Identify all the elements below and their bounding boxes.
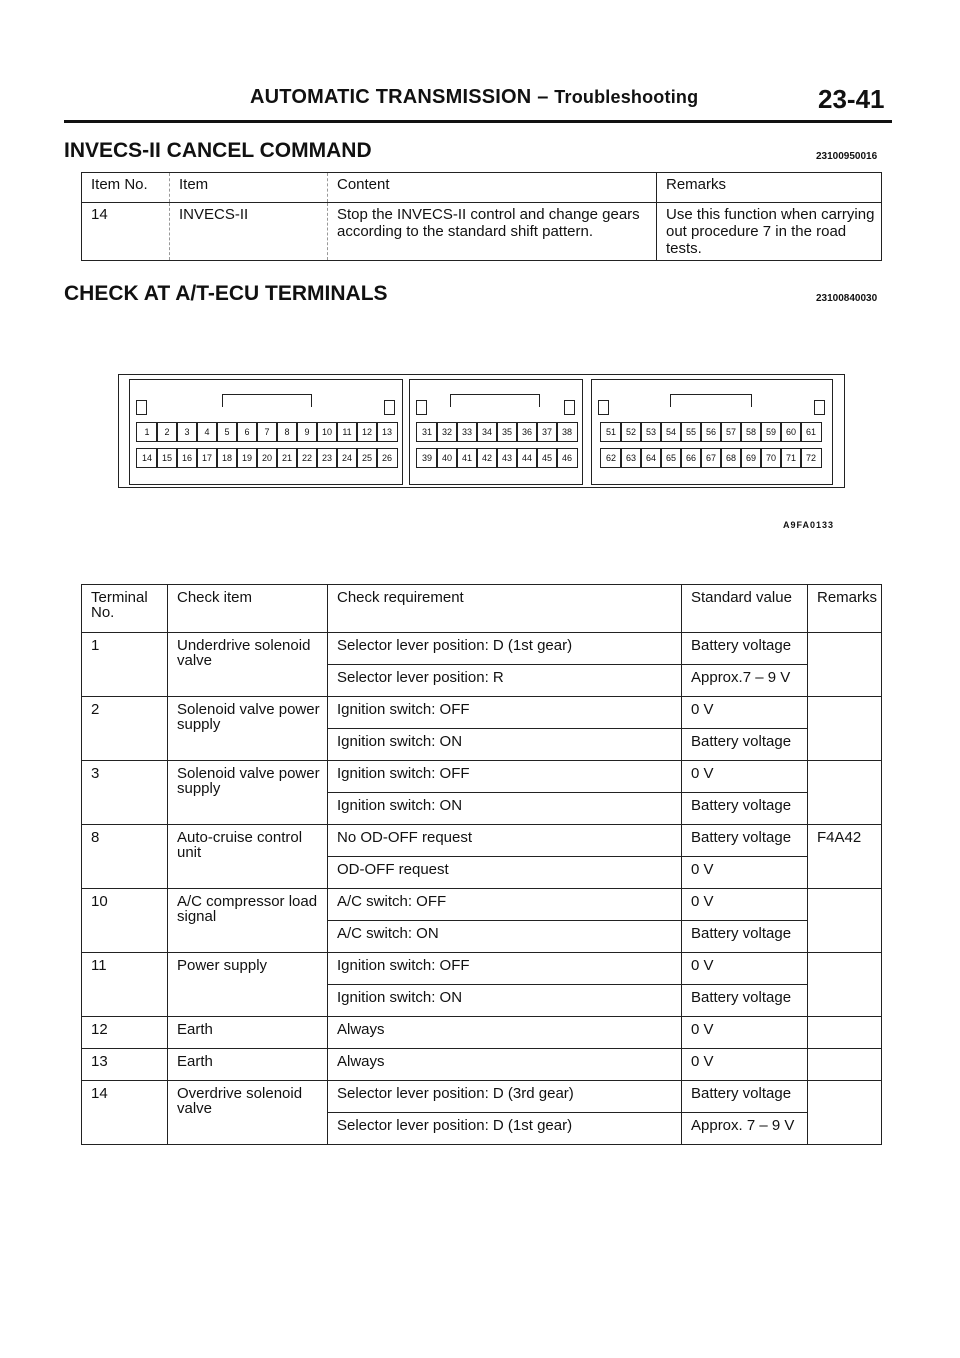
terminal-pin: 31 [416,422,438,442]
connector-latch [814,400,825,415]
terminal-pin: 46 [556,448,578,468]
running-header [250,86,698,109]
check-requirement: Always [328,1049,682,1081]
terminal-pin: 65 [660,448,682,468]
terminal-pin: 43 [496,448,518,468]
terminal-pin: 57 [720,422,742,442]
check-requirement: Ignition switch: ON [328,793,682,825]
terminal-pin: 70 [760,448,782,468]
standard-value: Approx. 7 – 9 V [682,1113,808,1145]
terminal-pin: 68 [720,448,742,468]
terminal-pin: 38 [556,422,578,442]
standard-value: Battery voltage [682,793,808,825]
terminal-pin: 35 [496,422,518,442]
terminal-pin: 32 [436,422,458,442]
section1-title: INVECS-II CANCEL COMMAND [64,139,372,162]
terminal-pin: 44 [516,448,538,468]
row-content: Stop the INVECS-II control and change gears according to the standard shift pattern. [328,203,657,261]
col-content: Content [328,173,657,203]
row-item: INVECS-II [170,203,328,261]
col-remarks: Remarks [657,173,882,203]
check-requirement: Selector lever position: R [328,665,682,697]
col-check-item: Check item [168,585,328,633]
ecu-connector-diagram [118,374,845,488]
terminal-pin: 61 [800,422,822,442]
connector-block-3 [591,379,833,485]
check-requirement: Selector lever position: D (3rd gear) [328,1081,682,1113]
col-remarks: Remarks [808,585,882,633]
cancel-command-table [81,172,882,261]
page-number: 23-41 [818,84,885,114]
terminal-pin: 34 [476,422,498,442]
connector-block-1 [129,379,403,485]
remarks: F4A42 [808,825,882,889]
terminal-pin: 37 [536,422,558,442]
check-item: Auto-cruise control unit [168,825,328,889]
terminal-pin: 17 [196,448,218,468]
row-item-no: 14 [82,203,170,261]
terminal-pin: 36 [516,422,538,442]
check-requirement: Ignition switch: ON [328,729,682,761]
terminal-pin: 15 [156,448,178,468]
terminal-pin: 60 [780,422,802,442]
standard-value: 0 V [682,1017,808,1049]
check-item: Power supply [168,953,328,1017]
col-check-requirement: Check requirement [328,585,682,633]
terminal-pin: 12 [356,422,378,442]
standard-value: Battery voltage [682,825,808,857]
remarks [808,1017,882,1049]
terminal-pin: 19 [236,448,258,468]
remarks [808,1081,882,1145]
terminal-no: 3 [82,761,168,825]
connector-block-2 [409,379,583,485]
terminal-pin: 1 [136,422,158,442]
terminal-pin: 67 [700,448,722,468]
terminal-pin: 63 [620,448,642,468]
terminal-pin: 23 [316,448,338,468]
terminal-no: 2 [82,697,168,761]
terminal-pin: 26 [376,448,398,468]
terminal-pin: 56 [700,422,722,442]
remarks [808,633,882,697]
connector-latch [384,400,395,415]
terminal-pin: 13 [376,422,398,442]
terminal-pin: 71 [780,448,802,468]
row-remarks: Use this function when carrying out procedure 7 in the road tests. [657,203,882,261]
remarks [808,761,882,825]
check-requirement: No OD-OFF request [328,825,682,857]
col-item-no: Item No. [82,173,170,203]
header-subtitle: Troubleshooting [554,87,699,107]
terminal-pin: 52 [620,422,642,442]
terminal-pin: 54 [660,422,682,442]
terminal-pin: 55 [680,422,702,442]
terminal-pin: 21 [276,448,298,468]
terminal-pin: 39 [416,448,438,468]
check-requirement: OD-OFF request [328,857,682,889]
standard-value: Battery voltage [682,985,808,1017]
check-item: Earth [168,1049,328,1081]
section1-code: 23100950016 [816,151,878,162]
standard-value: 0 V [682,1049,808,1081]
terminal-no: 11 [82,953,168,1017]
terminal-pin: 9 [296,422,318,442]
header-rule [64,120,892,123]
check-requirement: Selector lever position: D (1st gear) [328,633,682,665]
check-item: A/C compressor load signal [168,889,328,953]
check-requirement: Ignition switch: OFF [328,953,682,985]
terminal-pin: 4 [196,422,218,442]
terminal-pin: 6 [236,422,258,442]
check-item: Earth [168,1017,328,1049]
terminal-pin: 42 [476,448,498,468]
standard-value: 0 V [682,857,808,889]
terminal-pin: 53 [640,422,662,442]
connector-key [222,394,312,407]
terminal-pin: 25 [356,448,378,468]
terminal-no: 1 [82,633,168,697]
terminal-pin: 58 [740,422,762,442]
terminal-pin: 5 [216,422,238,442]
terminal-pin: 62 [600,448,622,468]
terminal-pin: 69 [740,448,762,468]
terminal-pin: 22 [296,448,318,468]
terminal-no: 8 [82,825,168,889]
standard-value: Battery voltage [682,921,808,953]
remarks [808,953,882,1017]
terminal-pin: 24 [336,448,358,468]
terminal-pin: 8 [276,422,298,442]
terminal-pin: 7 [256,422,278,442]
connector-key [670,394,752,407]
figure-id: A9FA0133 [783,520,835,530]
check-requirement: A/C switch: ON [328,921,682,953]
check-requirement: Ignition switch: ON [328,985,682,1017]
section2-code: 23100840030 [816,293,878,304]
terminal-check-table [81,584,882,1145]
connector-latch [416,400,427,415]
check-requirement: A/C switch: OFF [328,889,682,921]
terminal-pin: 64 [640,448,662,468]
terminal-pin: 14 [136,448,158,468]
remarks [808,697,882,761]
terminal-pin: 33 [456,422,478,442]
terminal-pin: 18 [216,448,238,468]
terminal-pin: 20 [256,448,278,468]
terminal-no: 14 [82,1081,168,1145]
standard-value: Battery voltage [682,1081,808,1113]
check-requirement: Ignition switch: OFF [328,761,682,793]
connector-latch [564,400,575,415]
standard-value: 0 V [682,953,808,985]
standard-value: Approx.7 – 9 V [682,665,808,697]
terminal-no: 12 [82,1017,168,1049]
connector-latch [598,400,609,415]
standard-value: 0 V [682,697,808,729]
standard-value: 0 V [682,889,808,921]
terminal-pin: 40 [436,448,458,468]
terminal-no: 13 [82,1049,168,1081]
terminal-pin: 10 [316,422,338,442]
check-item: Underdrive solenoid valve [168,633,328,697]
remarks [808,1049,882,1081]
section2-title: CHECK AT A/T-ECU TERMINALS [64,282,388,305]
header-dash: – [537,86,549,108]
check-item: Overdrive solenoid valve [168,1081,328,1145]
terminal-pin: 66 [680,448,702,468]
terminal-pin: 45 [536,448,558,468]
standard-value: 0 V [682,761,808,793]
check-requirement: Ignition switch: OFF [328,697,682,729]
terminal-pin: 11 [336,422,358,442]
terminal-pin: 41 [456,448,478,468]
check-requirement: Selector lever position: D (1st gear) [328,1113,682,1145]
terminal-pin: 3 [176,422,198,442]
check-requirement: Always [328,1017,682,1049]
remarks [808,889,882,953]
connector-latch [136,400,147,415]
terminal-pin: 16 [176,448,198,468]
terminal-no: 10 [82,889,168,953]
col-terminal-no: Terminal No. [82,585,168,633]
col-item: Item [170,173,328,203]
terminal-pin: 59 [760,422,782,442]
terminal-pin: 51 [600,422,622,442]
header-title: AUTOMATIC TRANSMISSION [250,86,532,108]
check-item: Solenoid valve power supply [168,697,328,761]
terminal-pin: 72 [800,448,822,468]
connector-key [450,394,540,407]
standard-value: Battery voltage [682,729,808,761]
standard-value: Battery voltage [682,633,808,665]
col-standard-value: Standard value [682,585,808,633]
check-item: Solenoid valve power supply [168,761,328,825]
terminal-pin: 2 [156,422,178,442]
